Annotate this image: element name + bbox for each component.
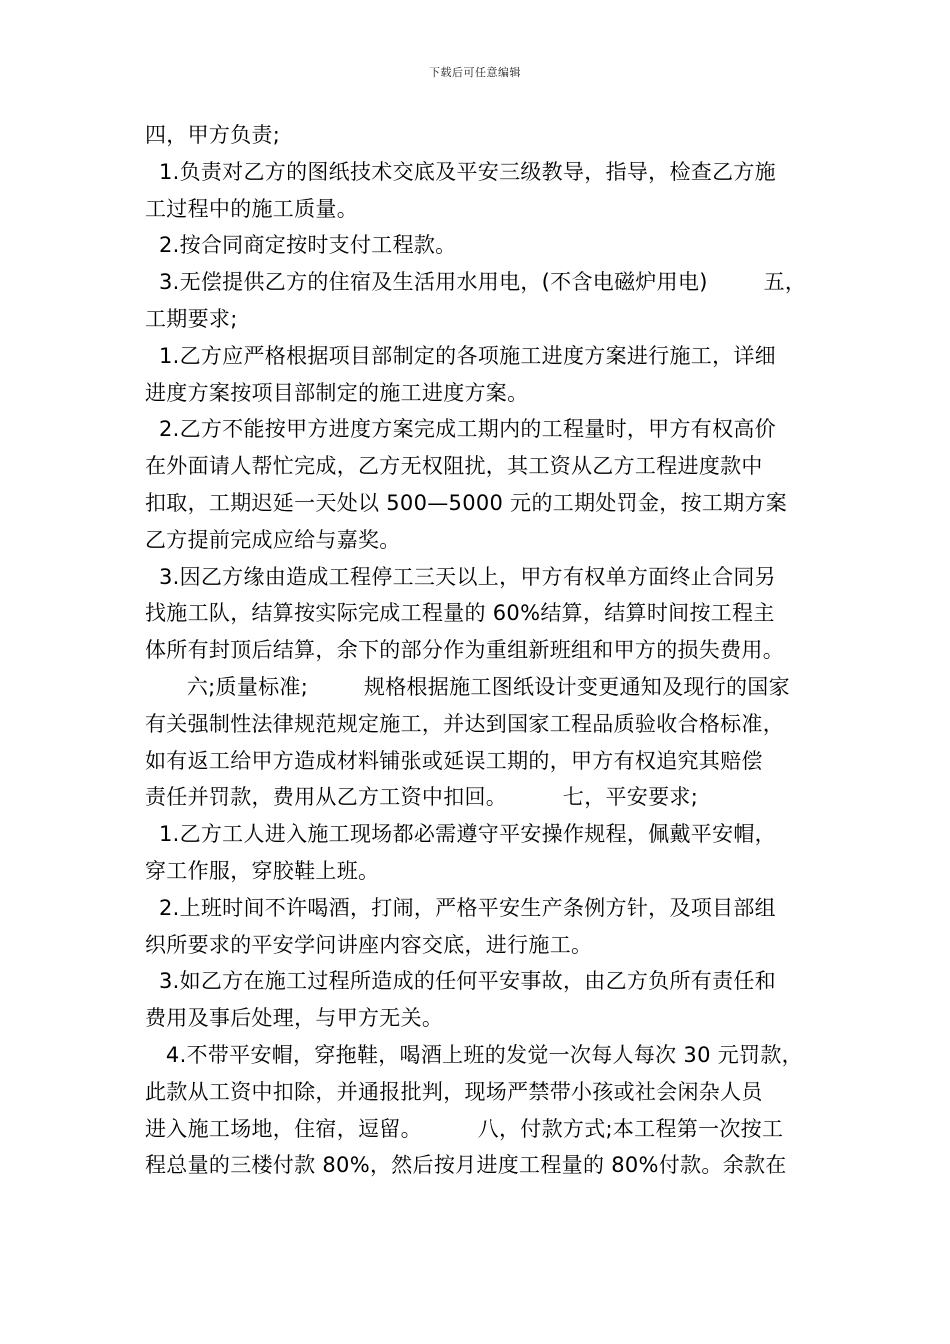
text-line: 2.按合同商定按时支付工程款。 [145, 233, 457, 258]
text-line: 程总量的三楼付款 80%，然后按月进度工程量的 80%付款。余款在 [145, 1153, 787, 1178]
text-line: 织所要求的平安学问讲座内容交底，进行施工。 [145, 932, 593, 957]
text-line: 四，甲方负责; [145, 123, 281, 147]
text-line: 4.不带平安帽，穿拖鞋，喝酒上班的发觉一次每人每次 30 元罚款， [145, 1042, 803, 1067]
text-line: 2.乙方不能按甲方进度方案完成工期内的工程量时，甲方有权高价 [145, 417, 776, 442]
text-line: 此款从工资中扣除，并通报批判，现场严禁带小孩或社会闲杂人员 [145, 1079, 763, 1104]
text-line: 有关强制性法律规范规定施工，并达到国家工程品质验收合格标准， [145, 711, 784, 736]
text-line: 穿工作服，穿胶鞋上班。 [145, 858, 380, 883]
text-line: 在外面请人帮忙完成，乙方无权阻扰，其工资从乙方工程进度款中 [145, 454, 763, 479]
text-line: 六;质量标准; 规格根据施工图纸设计变更通知及现行的国家 [145, 674, 790, 699]
text-line: 1.乙方应严格根据项目部制定的各项施工进度方案进行施工，详细 [145, 343, 776, 368]
text-line: 费用及事后处理，与甲方无关。 [145, 1006, 444, 1031]
text-line: 1.负责对乙方的图纸技术交底及平安三级教导，指导，检查乙方施 [145, 159, 776, 184]
text-line: 进度方案按项目部制定的施工进度方案。 [145, 380, 529, 405]
text-line: 责任并罚款，费用从乙方工资中扣回。 七，平安要求; [145, 785, 699, 810]
text-line: 3.因乙方缘由造成工程停工三天以上，甲方有权单方面终止合同另 [145, 564, 776, 589]
text-line: 乙方提前完成应给与嘉奖。 [145, 527, 401, 552]
page-header: 下载后可任意编辑 [429, 66, 521, 79]
text-line: 找施工队，结算按实际完成工程量的 60%结算，结算时间按工程主 [145, 601, 775, 626]
text-line: 体所有封顶后结算，余下的部分作为重组新班组和甲方的损失费用。 [145, 638, 784, 663]
text-line: 工期要求; [145, 306, 238, 331]
text-line: 2.上班时间不许喝酒，打闹，严格平安生产条例方针，及项目部组 [145, 895, 776, 920]
text-line: 扣取，工期迟延一天处以 500—5000 元的工期处罚金，按工期方案 [145, 490, 788, 515]
text-line: 1.乙方工人进入施工现场都必需遵守平安操作规程，佩戴平安帽， [145, 822, 776, 847]
text-line: 3.如乙方在施工过程所造成的任何平安事故，由乙方负所有责任和 [145, 969, 776, 994]
text-line: 3.无偿提供乙方的住宿及生活用水用电，(不含电磁炉用电) 五， [145, 270, 807, 295]
text-line: 如有返工给甲方造成材料铺张或延误工期的，甲方有权追究其赔偿 [145, 748, 763, 773]
text-line: 工过程中的施工质量。 [145, 196, 358, 221]
text-line: 进入施工场地，住宿，逗留。 八，付款方式;本工程第一次按工 [145, 1116, 784, 1141]
document-body [145, 117, 835, 1184]
